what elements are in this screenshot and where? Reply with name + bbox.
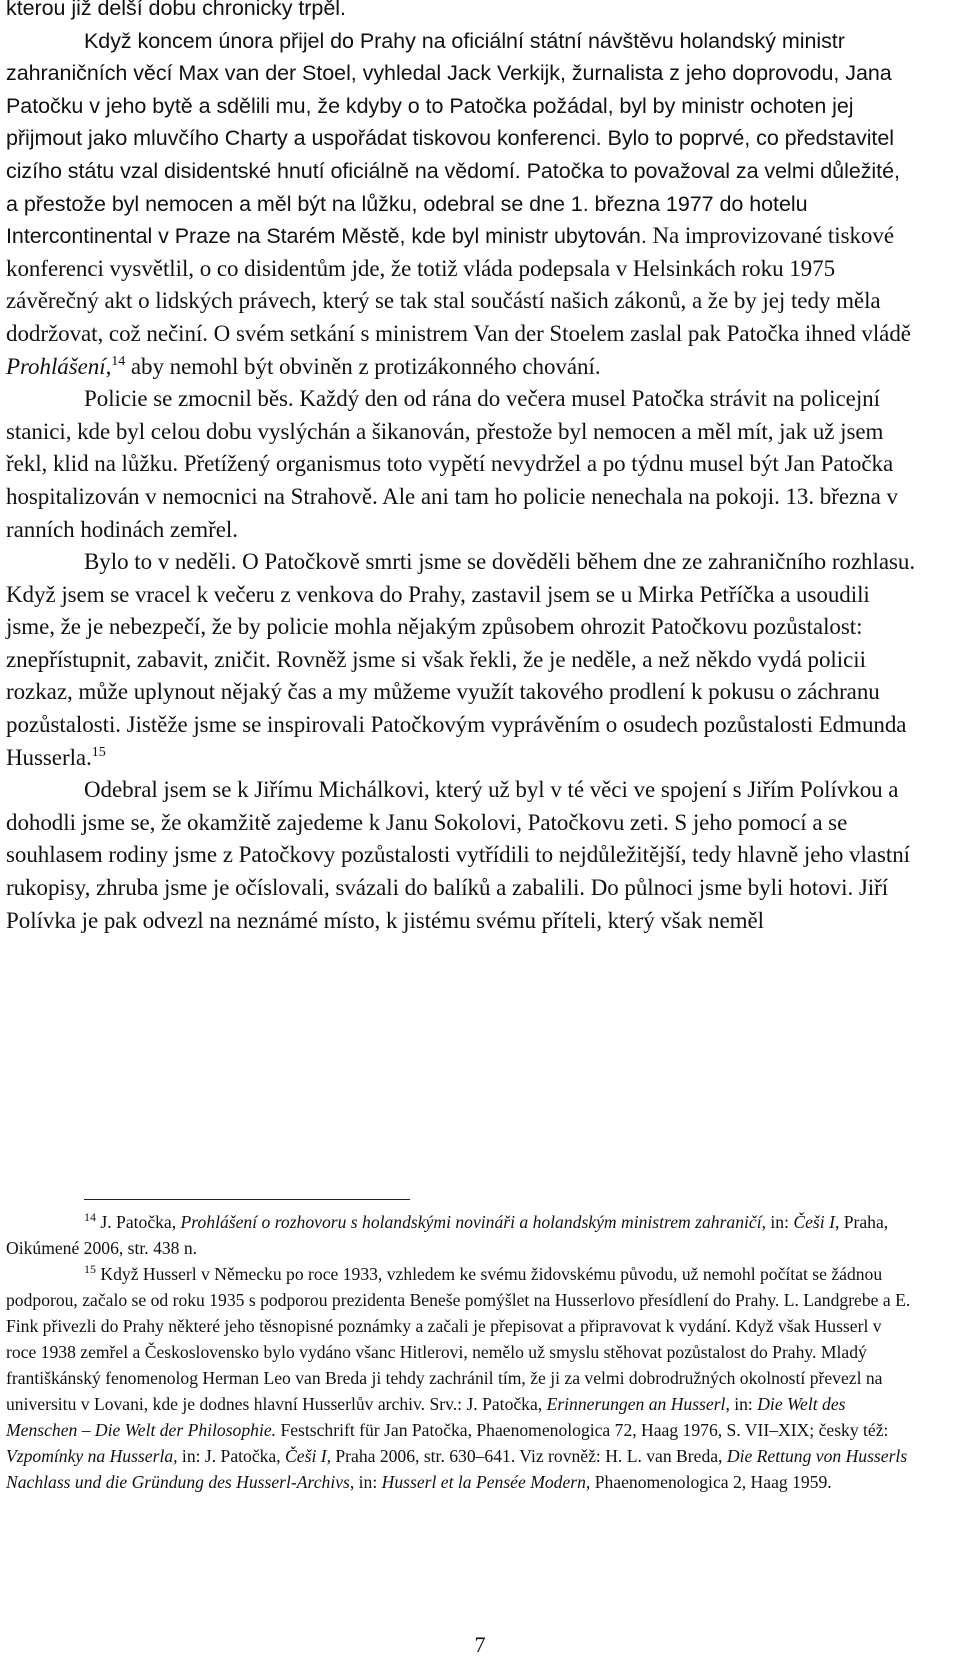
footnote-15-text-c: , in: (725, 1394, 758, 1414)
footnote-15 (6, 1261, 911, 1495)
footnote-ref-15[interactable]: 15 (91, 744, 106, 760)
footnote-15-text-m: Phaenomenologica 2, Haag 1959. (590, 1472, 832, 1492)
paragraph-2: Policie se zmocnil běs. Každý den od rána do večera musel Patočka strávit na policejní stanici, kde byl celou dobu vyslýchán a šikanován, přestože byl nemocen a měl mít, jak už jsem řekl, klid na lůžku. Přetížený organismus toto vypětí nevydržel a po týdnu musel být Jan Patočka hospitalizován v nemocnici na Strahově. Ale ani tam ho policie nenechala na pokoji. 13. března v ranních hodinách zemřel. (6, 386, 898, 542)
main-text (6, 0, 916, 937)
footnote-separator (84, 1199, 410, 1200)
footnote-15-title-1: Erinnerungen an Husserl (546, 1394, 726, 1414)
paragraph-1-serif-part: Na improvizované tiskové konferenci vysvětlil, o co disidentům jde, že totiž vláda podepsala v Helsinkách roku 1975 závěrečný akt o lidských právech, který se tak stal součástí našich zákonů, a že by jej tedy měla dodržovat, což nečiní. O svém setkání s ministrem Van der Stoelem zaslal pak Patočka ihned vládě (6, 223, 911, 346)
paragraph-0: kterou již delší dobu chronicky trpěl. (6, 0, 346, 20)
footnote-15-title-2: Die Welt des Menschen – Die Welt der Philosophie. (6, 1394, 846, 1440)
footnote-15-text-i: Praha 2006, str. 630–641. Viz rovněž: H. L. van Breda, (330, 1446, 727, 1466)
footnotes (6, 1209, 911, 1495)
paragraph-1-sans-part: Když koncem února přijel do Prahy na oficiální státní návštěvu holandský ministr zahraničních věcí Max van der Stoel, vyhledal Jack Verkijk, žurnalista z jeho doprovodu, Jana Patočku v jeho bytě a sdělili mu, že kdyby o to Patočka požádal, byl by ministr ochoten jej přijmout jako mluvčího Charty a uspořádat tiskovou konferenci. Bylo to poprvé, co představitel cizího státu vzal disidentské hnutí oficiálně na vědomí. Patočka to považoval za velmi důležité, a přestože byl nemocen a měl být na lůžku, odebral se dne 1. března 1977 do hotelu Intercontinental v Praze na Starém Městě, kde byl ministr ubytován. (6, 28, 900, 249)
footnote-14-title: Prohlášení o rozhovoru s holandskými novináři a holandským ministrem zahraničí (180, 1212, 762, 1232)
footnote-14 (6, 1209, 911, 1261)
footnote-15-text-e: Festschrift für Jan Patočka, Phaenomenologica 72, Haag 1976, S. VII–XIX; česky též: (276, 1420, 889, 1440)
footnote-15-number: 15 (84, 1262, 96, 1276)
footnote-15-text-k: , in: (349, 1472, 382, 1492)
footnote-14-number: 14 (84, 1210, 96, 1224)
footnote-15-title-6: Husserl et la Pensée Modern, (381, 1472, 591, 1492)
footnote-14-text-a: J. Patočka, (96, 1212, 181, 1232)
footnote-15-title-5: Die Rettung von Husserls Nachlass und die Gründung des Husserl-Archivs (6, 1446, 908, 1492)
paragraph-4: Odebral jsem se k Jiřímu Michálkovi, který už byl v té věci ve spojení s Jiřím Polívkou a dohodli jsme se, že okamžitě zajedeme k Janu Sokolovi, Patočkovu zeti. S jeho pomocí a se souhlasem rodiny jsme z Patočkovy pozůstalosti vytřídili to nejdůležitější, tedy hlavně jeho vlastní rukopisy, zhruba jsme je očíslovali, svázali do balíků a zabalili. Do půlnoci jsme byli hotovi. Jiří Polívka je pak odvezl na neznámé místo, k jistému svému příteli, který však neměl (6, 777, 910, 933)
page-number: 7 (474, 1632, 486, 1657)
paragraph-3 (6, 546, 916, 774)
footnote-15-text-a: Když Husserl v Německu po roce 1933, vzhledem ke svému židovskému původu, už nemohl počítat se žádnou podporou, začalo se od roku 1935 s podporou prezidenta Beneše pomýšlet na Husserlovo přesídlení do Prahy. L. Landgrebe a E. Fink přivezli do Prahy některé jeho těsnopisné poznámky a začali je přepisovat a připravovat k vydání. Když však Husserl v roce 1938 zemřel a Československo bylo vydáno všanc Hitlerovi, nemělo už smyslu stěhovat pozůstalost do Prahy. Mladý františkánský fenomenolog Herman Leo van Breda ji tehdy zachránil tím, že ji za velmi dobrodružných okolností převezl na universitu v Lovani, kde je dodnes hlavní Husserlův archiv. Srv.: J. Patočka, (6, 1264, 911, 1414)
footnote-14-book: Češi I (793, 1212, 835, 1232)
footnote-ref-14[interactable]: 14 (111, 353, 126, 369)
footnote-15-title-3: Vzpomínky na Husserla, (6, 1446, 178, 1466)
footnote-15-title-4: Češi I, (285, 1446, 331, 1466)
paragraph-3-text: Bylo to v neděli. O Patočkově smrti jsme se dověděli během dne ze zahraničního rozhlasu. Když jsem se vracel k večeru z venkova do Prahy, zastavil jsem se u Mirka Petříčka a usoudili jsme, že je nebezpečí, že by policie mohla nějakým způsobem ohrozit Patočkovu pozůstalost: znepřístupnit, zabavit, zničit. Rovněž jsme si však řekli, že je neděle, a než někdo vydá policii rozkaz, může uplynout nějaký čas a my můžeme využít takového prodlení k pokusu o záchranu pozůstalosti. Jistěže jsme se inspirovali Patočkovým vyprávěním o osudech pozůstalosti Edmunda Husserla. (6, 549, 916, 770)
paragraph-1-end: aby nemohl být obviněn z protizákonného chování. (125, 353, 601, 379)
proclamation-title: Prohlášení (6, 353, 106, 379)
footnote-14-text-c: , in: (761, 1212, 794, 1232)
comma: , (105, 353, 112, 379)
paragraph-1 (6, 25, 916, 384)
footnote-14-text-e: , Praha, Oikúmené 2006, str. 438 n. (6, 1212, 889, 1258)
footnote-15-text-g: in: J. Patočka, (177, 1446, 286, 1466)
